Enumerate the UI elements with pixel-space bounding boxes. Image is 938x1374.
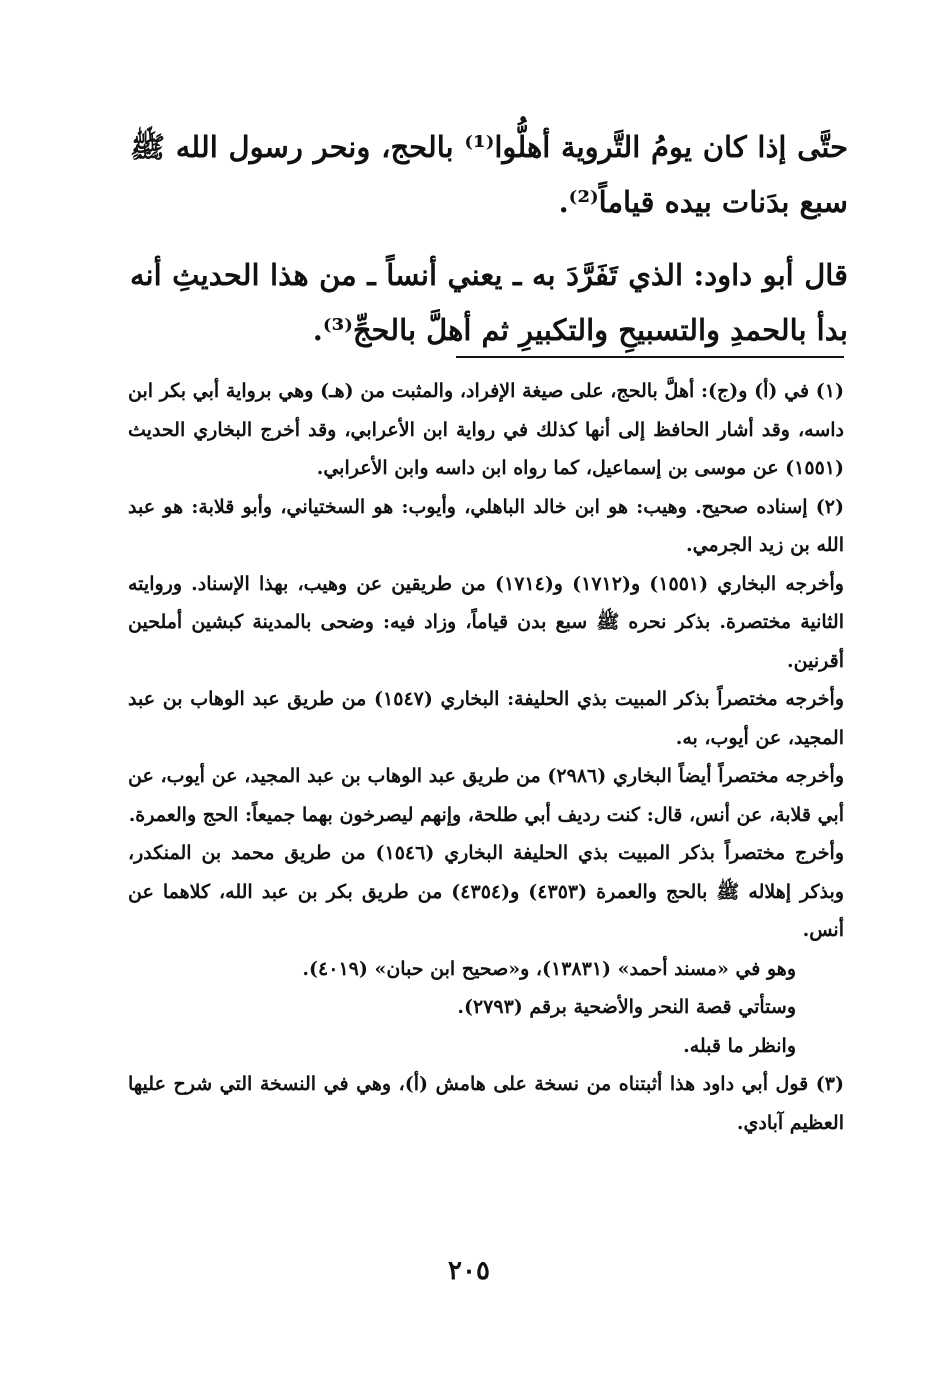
footnote-2-continuation: وأخرجه البخاري (١٥٥١) و(١٧١٢) و(١٧١٤) من طريقين عن وهيب، بهذا الإسناد. وروايته الثانية مختصرة. بذكر نحره ﷺ سبع بدن قياماً، وزاد فيه: وضحى بالمدينة كبشين أملحين أقرنين.	[128, 572, 844, 672]
footnote-1: (١) في (أ) و(ج): أهلَّ بالحج، على صيغة الإفراد، والمثبت من (هـ) وهي برواية أبي بكر ابن داسه، وقد أشار الحافظ إلى أنها كذلك في رواية ابن الأعرابي، وقد أخرج البخاري الحديث (١٥٥١) عن موسى بن إسماعيل، كما رواه ابن داسه وابن الأعرابي.	[128, 380, 844, 479]
footnote-separator	[456, 356, 844, 358]
footnote-2: (٢) إسناده صحيح. وهيب: هو ابن خالد الباهلي، وأيوب: هو السختياني، وأبو قلابة: هو عبد الله بن زيد الجرمي.	[128, 495, 844, 556]
footnote-2-continuation: وانظر ما قبله.	[683, 1034, 796, 1057]
footnote-2-continuation: وأخرجه مختصراً أيضاً البخاري (٢٩٨٦) من طريق عبد الوهاب بن عبد المجيد، عن أيوب، عن أبي قلابة، عن أنس، قال: كنت رديف أبي طلحة، وإنهم ليصرخون بهما جميعاً: الحج والعمرة.	[128, 765, 844, 826]
footnote-2-continuation: وأخرج مختصراً بذكر المبيت بذي الحليفة البخاري (١٥٤٦) من طريق محمد بن المنكدر، وبذكر إهلاله ﷺ بالحج والعمرة (٤٣٥٣) و(٤٣٥٤) من طريق بكر بن عبد الله، كلاهما عن أنس.	[128, 842, 845, 941]
footnote-2-continuation: وهو في «مسند أحمد» (١٣٨٣١)، و«صحيح ابن حبان» (٤٠١٩).	[302, 957, 796, 980]
footnote-2-continuation: وستأتي قصة النحر والأضحية برقم (٢٧٩٣).	[457, 996, 796, 1018]
main-paragraph-2: قال أبو داود: الذي تَفَرَّدَ به ـ يعني أنساً ـ من هذا الحديثِ أنه بدأ بالحمدِ والتسبيحِ والتكبيرِ ثم أهلَّ بالحجِّ⁽³⁾.	[130, 258, 848, 347]
page-number: ٢٠٥	[448, 1256, 490, 1286]
footnote-3: (٣) قول أبي داود هذا أثبتناه من نسخة على هامش (أ)، وهي في النسخة التي شرح عليها العظيم آبادي.	[128, 1073, 844, 1134]
main-text	[130, 120, 848, 376]
footnote-2-continuation: وأخرجه مختصراً بذكر المبيت بذي الحليفة: البخاري (١٥٤٧) من طريق عبد الوهاب بن عبد المجيد، عن أيوب، به.	[128, 688, 844, 749]
main-paragraph-1: حتَّى إذا كان يومُ التَّروية أهلُّوا⁽¹⁾ بالحج، ونحر رسول الله ﷺ سبع بدَنات بيده قياماً⁽²⁾.	[130, 130, 849, 219]
footnotes	[128, 372, 844, 1142]
